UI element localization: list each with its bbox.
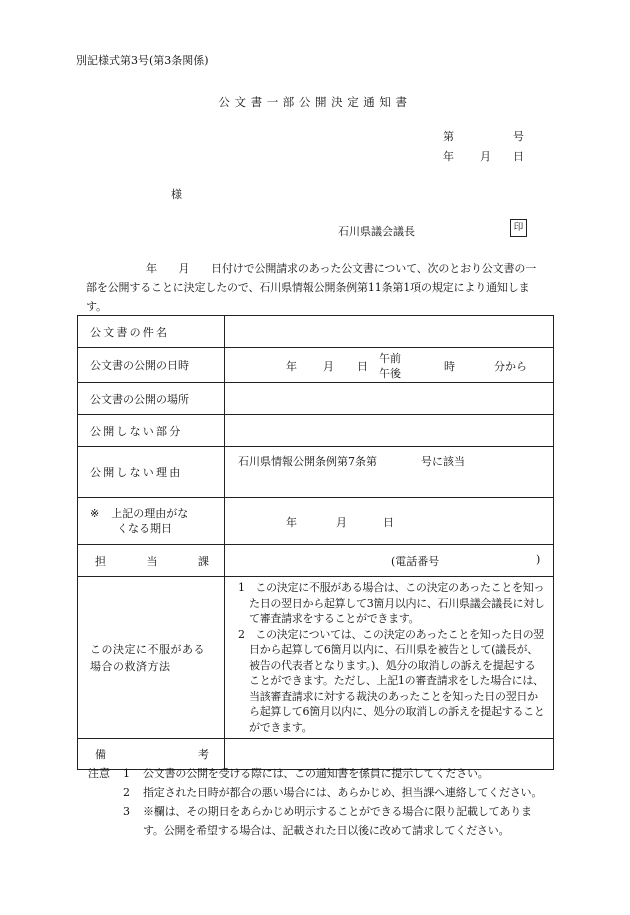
value-expiry-date[interactable]: [225, 498, 554, 545]
issue-date-day: 日: [513, 150, 524, 163]
row-document-name: [78, 316, 554, 348]
row-disclosure-datetime: [78, 348, 554, 383]
label-char: 考: [198, 748, 209, 761]
label-document-name: [78, 316, 225, 348]
row-undisclosed-part: [78, 415, 554, 447]
form-reference: 別記様式第3号(第3条関係): [76, 54, 209, 67]
note-number: 2: [123, 786, 130, 799]
disclosure-table: [77, 315, 554, 770]
label-contact-department: [78, 545, 225, 577]
value-undisclosed-part[interactable]: [225, 415, 554, 447]
phone-close: ): [536, 553, 541, 566]
remedy-label: この決定に不服がある場合の救済方法: [90, 642, 205, 673]
label-char: 担: [95, 554, 106, 568]
value-disclosure-datetime[interactable]: [225, 348, 554, 383]
remedy-item-1: 1 この決定に不服がある場合は、この決定のあったことを知った日の翌日から起算して3箇月以内に、石川県議会議長に対して審査請求をすることができます。: [238, 581, 545, 625]
datetime-pm: 午後: [379, 367, 401, 380]
expiry-label-line2: くなる期日: [117, 522, 172, 535]
row-nondisclosure-reason: [78, 447, 554, 498]
label-text: 公文書の公開の場所: [90, 392, 189, 406]
expiry-day: 日: [383, 516, 394, 529]
expiry-label-line1: 上記の理由がな: [111, 507, 189, 520]
intro-paragraph: 年 月 日付けで公開請求のあった公文書について、次のとおり公文書の一部を公開することに決定したので、石川県情報公開条例第11条第1項の規定により通知します。: [86, 262, 537, 313]
value-contact-department[interactable]: [225, 545, 554, 577]
datetime-year: 年: [286, 360, 297, 373]
note-text: ※欄は、その期日をあらかじめ明示することができる場合に限り記載してあります。公開を希望する場合は、記載された日以後に改めて請求してください。: [143, 805, 532, 837]
reason-ordinance-suffix: 号に該当: [421, 455, 465, 468]
document-number-suffix: 号: [513, 130, 524, 143]
notes-section: [88, 764, 548, 840]
remedy-item-2: 2 この決定については、この決定のあったことを知った日の翌日から起算して6箇月以内に、石川県を被告として(議長が、被告の代表者となります。)、処分の取消しの訴えを提起することができます。ただし、上記1の審査請求をした場合には、当該審査請求に対する裁決のあったことを知った日の翌日から起算して6箇月以内に、処分の取消しの訴えを提起することができます。: [238, 627, 545, 734]
label-remedy: [78, 577, 225, 739]
datetime-am: 午前: [379, 352, 401, 365]
label-expiry-date: [78, 498, 225, 545]
note-text: 指定された日時が都合の悪い場合には、あらかじめ、担当課へ連絡してください。: [143, 786, 543, 799]
label-nondisclosure-reason: [78, 447, 225, 498]
seal-mark: 印: [510, 219, 527, 237]
row-remedy: [78, 577, 554, 739]
note-item: [88, 802, 548, 840]
label-text: 公文書の件名: [90, 325, 170, 339]
note-item: [88, 783, 548, 802]
notes-heading: 注意: [88, 767, 110, 780]
issuer-name: 石川県議会議長: [338, 225, 415, 238]
value-remedy: [225, 577, 554, 739]
value-document-name[interactable]: [225, 316, 554, 348]
note-number: 3: [123, 805, 130, 818]
datetime-month: 月: [323, 360, 334, 373]
label-char: 当: [146, 554, 158, 568]
label-char: 備: [95, 748, 106, 761]
expiry-month: 月: [336, 516, 347, 529]
label-undisclosed-part: [78, 415, 225, 447]
document-number-label: 第: [443, 130, 454, 143]
label-char: 課: [198, 554, 209, 568]
phone-label: (電話番号: [391, 555, 440, 568]
value-disclosure-place[interactable]: [225, 383, 554, 415]
row-expiry-date: [78, 498, 554, 545]
row-contact-department: [78, 545, 554, 577]
issue-date-year: 年: [443, 150, 454, 163]
datetime-hour: 時: [444, 360, 455, 373]
label-text: 公開しない部分: [90, 424, 183, 438]
value-nondisclosure-reason[interactable]: [225, 447, 554, 498]
recipient-honorific: 様: [171, 188, 182, 201]
expiry-year: 年: [286, 516, 297, 529]
asterisk-mark: ※: [90, 507, 100, 520]
label-disclosure-datetime: [78, 348, 225, 383]
label-disclosure-place: [78, 383, 225, 415]
row-disclosure-place: [78, 383, 554, 415]
label-text: 公文書の公開の日時: [90, 359, 189, 372]
page-title: 公文書一部公開決定通知書: [218, 95, 412, 109]
label-text: 公開しない理由: [90, 466, 183, 479]
issue-date-month: 月: [480, 150, 491, 163]
datetime-day: 日: [357, 360, 368, 373]
datetime-minute: 分から: [494, 360, 527, 373]
reason-ordinance-prefix: 石川県情報公開条例第7条第: [238, 455, 377, 468]
note-text: 公文書の公開を受ける際には、この通知書を係員に提示してください。: [143, 767, 489, 780]
note-number: 1: [123, 767, 130, 780]
note-item: [88, 764, 548, 783]
